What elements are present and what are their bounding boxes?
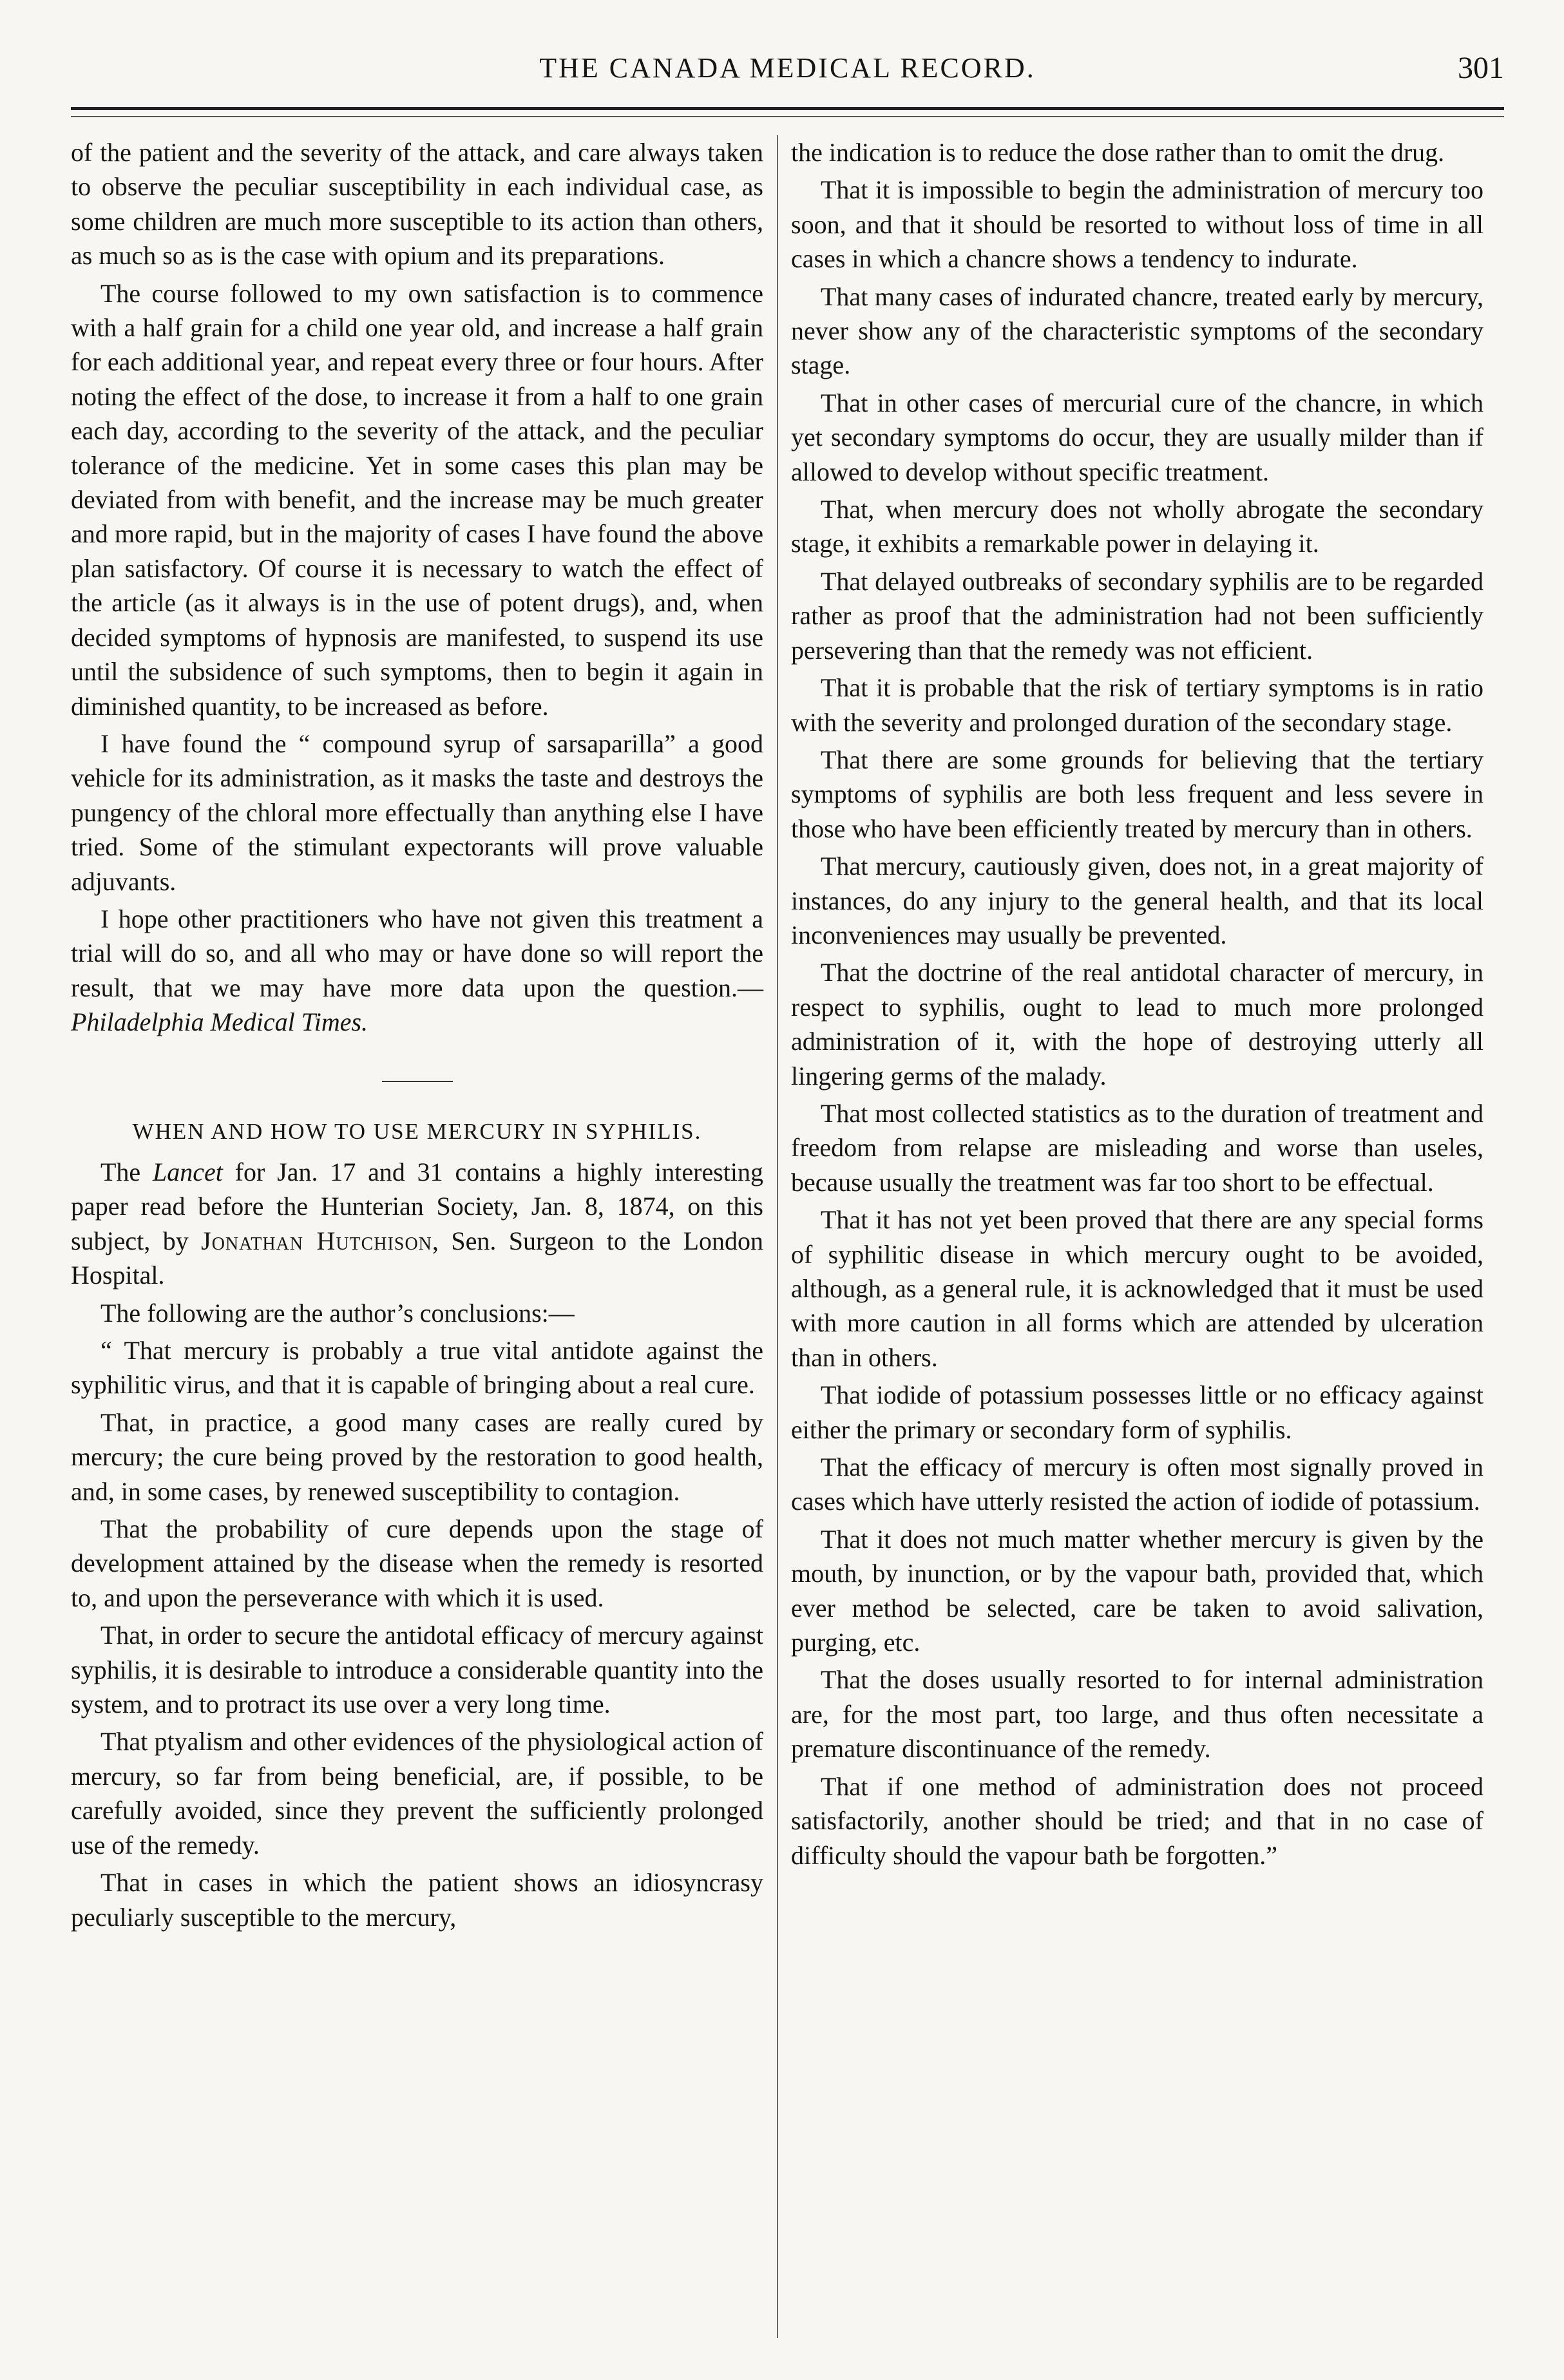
paragraph-text: I hope other practitioners who have not given this treatment a trial will do so, and all who may or have done so will report the result, that we may have more data upon the question.— (71, 904, 763, 1002)
paragraph-text: for Jan. 17 and 31 contains a highly interesting paper read before the Hunterian Society, Jan. 8, 1874, on this subject, by (71, 1157, 764, 1255)
paragraph: That most collected statistics as to the duration of treatment and freedom from relapse are misleading and worse than useles, because usually the treatment was far too short to be effectual. (791, 1098, 1483, 1197)
page-number: 301 (1458, 51, 1504, 85)
header-rule (71, 107, 1504, 110)
paragraph: That, in practice, a good many cases are really cured by mercury; the cure being proved by the restoration to good health, and, in some cases, by renewed susceptibility to contagion. (71, 1407, 763, 1506)
paragraph: That, in order to secure the antidotal efficacy of mercury against syphilis, it is desirable to introduce a considerable quantity into the system, and to protract its use over a very long time. (71, 1621, 763, 1719)
paragraph: That iodide of potassium possesses little or no efficacy against either the primary or secondary form of syphilis. (791, 1380, 1483, 1444)
journal-name: Lancet (153, 1157, 223, 1186)
section-divider (382, 1081, 453, 1082)
header-rule-thin (71, 116, 1504, 117)
paragraph: That the doses usually resorted to for internal administration are, for the most part, too large, and thus often necessitate a premature discontinuance of the remedy. (791, 1665, 1483, 1764)
paragraph: “ That mercury is probably a true vital antidote against the syphilitic virus, and that it is capable of bringing about a real cure. (71, 1336, 763, 1400)
paragraph: That if one method of administration does not proceed satisfactorily, another should be tried; and that in no case of difficulty should the vapour bath be forgotten.” (791, 1771, 1483, 1870)
paragraph-text: , Sen. Surgeon to the London Hospital. (71, 1226, 763, 1290)
source-citation: Philadelphia Medical Times. (71, 1007, 368, 1037)
paragraph: That it has not yet been proved that there are any special forms of syphilitic disease in which mercury ought to be avoided, although, as a general rule, it is acknowledged that it must be used with more caution in all forms which are attended by ulceration than in others. (791, 1205, 1483, 1372)
paragraph: That mercury, cautiously given, does not, in a great majority of instances, do any injury to the general health, and that its local inconveniences may usually be prevented. (791, 852, 1483, 949)
paragraph: That the doctrine of the real antidotal character of mercury, in respect to syphilis, ought to lead to much more prolonged administration of it, with the hope of destroying utterly all lingering germs of the malady. (791, 958, 1483, 1090)
section-heading: WHEN AND HOW TO USE MERCURY IN SYPHILIS. (132, 1118, 702, 1144)
paragraph: That ptyalism and other evidences of the physiological action of mercury, so far from being beneficial, are, if possible, to be carefully avoided, since they prevent the sufficiently prolonged use of the remedy. (71, 1727, 763, 1860)
paragraph: That, when mercury does not wholly abrogate the secondary stage, it exhibits a remarkable power in delaying it. (791, 495, 1483, 558)
paragraph: That there are some grounds for believing that the tertiary symptoms of syphilis are both less frequent and less severe in those who have been efficiently treated by mercury than in others. (791, 745, 1483, 843)
paragraph: That the probability of cure depends upon the stage of development attained by the disease when the remedy is resorted to, and upon the perseverance with which it is used. (71, 1514, 763, 1612)
paragraph: That the efficacy of mercury is often most signally proved in cases which have utterly resisted the action of iodide of potassium. (791, 1452, 1483, 1516)
paragraph: That it does not much matter whether mercury is given by the mouth, by inunction, or by the vapour bath, provided that, which ever method be selected, care be taken to avoid salivation, purging, etc. (791, 1524, 1483, 1657)
author-name: Jonathan Hutchison (201, 1226, 432, 1255)
left-column (71, 135, 763, 1937)
paragraph: of the patient and the severity of the attack, and care always taken to observe the peculiar susceptibility in each individual case, as some children are much more susceptible to its action than others, as much so as is the case with opium and its preparations. (71, 138, 763, 271)
paragraph: The course followed to my own satisfaction is to commence with a half grain for a child one year old, and increase a half grain for each additional year, and repeat every three or four hours. After noting the effect of the dose, to increase it from a half to one grain each day, according to the severity of the attack, and the peculiar tolerance of the medicine. Yet in some cases this plan may be deviated from with benefit, and the increase may be much greater and more rapid, but in the majority of cases I have found the above plan satisfactory. Of course it is necessary to watch the effect of the article (as it always is in the use of potent drugs), and, when decided symptoms of hypnosis are manifested, to suspend its use until the subsidence of such symptoms, then to begin it again in diminished quantity, to be increased as before. (71, 278, 763, 721)
paragraph-text: The (100, 1157, 153, 1186)
paragraph (71, 902, 763, 1040)
paragraph: The following are the author’s conclusions:— (100, 1298, 575, 1328)
paragraph: That it is probable that the risk of tertiary symptoms is in ratio with the severity and prolonged duration of the secondary stage. (791, 673, 1483, 737)
paragraph: That in other cases of mercurial cure of the chancre, in which yet secondary symptoms do occur, they are usually milder than if allowed to develop without specific treatment. (791, 388, 1483, 486)
paragraph (71, 1155, 763, 1293)
paragraph: the indication is to reduce the dose rather than to omit the drug. (791, 138, 1445, 167)
paragraph: That in cases in which the patient shows an idiosyncrasy peculiarly susceptible to the mercury, (71, 1868, 763, 1932)
right-column (791, 135, 1483, 1876)
paragraph: That many cases of indurated chancre, treated early by mercury, never show any of the characteristic symptoms of the secondary stage. (791, 281, 1483, 380)
paragraph: That delayed outbreaks of secondary syphilis are to be regarded rather as proof that the administration had not been sufficiently persevering than that the remedy was not efficient. (791, 566, 1483, 665)
page-header (71, 45, 1504, 97)
running-title: THE CANADA MEDICAL RECORD. (539, 52, 1036, 84)
column-divider (777, 135, 778, 2338)
paragraph: I have found the “ compound syrup of sarsaparilla” a good vehicle for its administration, as it masks the taste and destroys the pungency of the chloral more effectually than anything else I have tried. Some of the stimulant expectorants will prove valuable adjuvants. (71, 728, 763, 896)
paragraph: That it is impossible to begin the administration of mercury too soon, and that it should be resorted to without loss of time in all cases in which a chancre shows a tendency to indurate. (791, 175, 1483, 274)
